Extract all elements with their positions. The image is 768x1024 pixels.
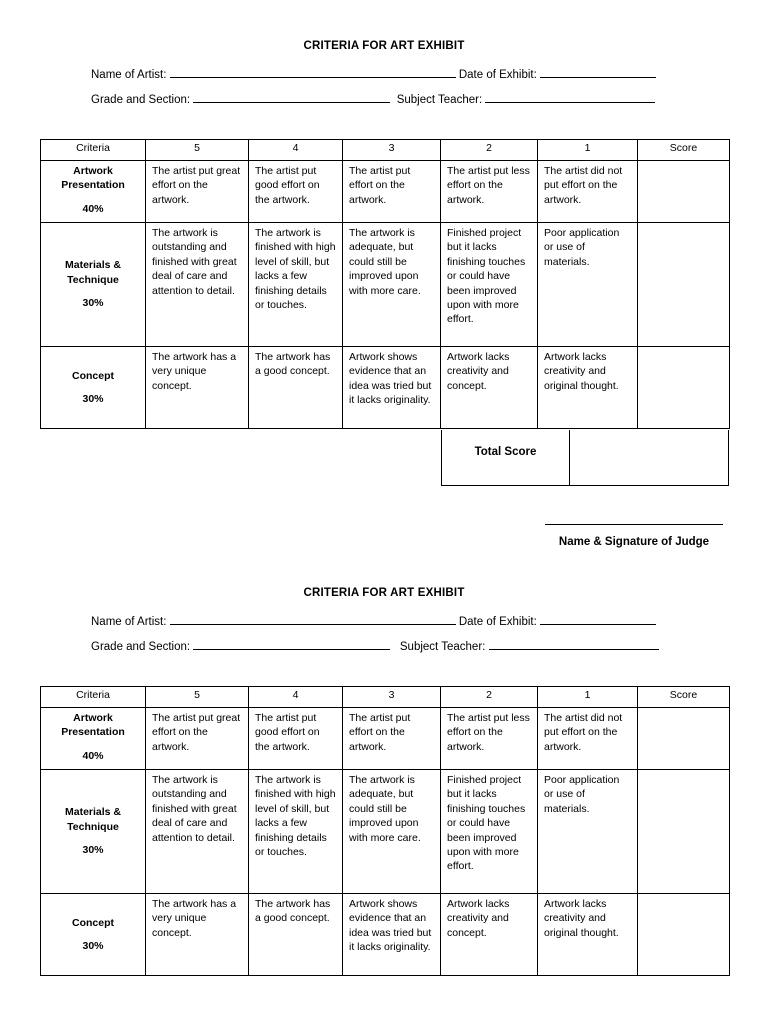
header-score-3: 3 — [343, 140, 441, 161]
rubric-cell: The artwork has a very unique concept. — [146, 894, 249, 976]
score-cell[interactable] — [638, 708, 730, 770]
rubric-cell: Artwork shows evidence that an idea was tried but it lacks originality. — [343, 347, 441, 429]
rubric-cell: The artist put effort on the artwork. — [343, 161, 441, 223]
criterion-weight: 30% — [82, 393, 104, 405]
table-header-row — [41, 140, 730, 161]
criterion-weight: 30% — [82, 844, 104, 857]
rubric-cell: The artwork is adequate, but could still be improved upon with more care. — [343, 223, 441, 347]
date-of-exhibit-label: Date of Exhibit: — [458, 69, 537, 81]
rubric-cell: The artist put great effort on the artwork. — [146, 708, 249, 770]
criterion-name: Artwork — [73, 165, 113, 177]
criterion-name: Concept — [72, 916, 114, 929]
table-row — [41, 708, 730, 770]
grade-and-section-field[interactable] — [193, 638, 390, 650]
header-score-5: 5 — [146, 140, 249, 161]
header-score-1: 1 — [538, 687, 638, 708]
score-cell[interactable] — [638, 223, 730, 347]
rubric-cell: The artist put great effort on the artwork. — [146, 161, 249, 223]
subject-teacher-label: Subject Teacher: — [399, 641, 486, 653]
header-score: Score — [638, 687, 730, 708]
subject-teacher-field[interactable] — [489, 638, 659, 650]
rubric-cell: The artwork is finished with high level of skill, but lacks a few finishing details or touches. — [249, 223, 343, 347]
score-cell[interactable] — [638, 347, 730, 429]
rubric-cell: The artist put less effort on the artwork. — [441, 161, 538, 223]
header-score: Score — [638, 140, 730, 161]
header-score-4: 4 — [249, 687, 343, 708]
subject-teacher-field[interactable] — [485, 91, 655, 103]
criterion-name: Concept — [72, 369, 114, 382]
rubric-cell: The artist did not put effort on the artwork. — [538, 708, 638, 770]
criterion-name: Artwork — [73, 712, 113, 724]
criterion-name: Technique — [67, 820, 119, 833]
artist-date-line — [91, 613, 656, 628]
grade-teacher-line — [91, 91, 655, 106]
rubric-cell: The artwork is finished with high level of skill, but lacks a few finishing details or touches. — [249, 770, 343, 894]
table-row — [41, 223, 730, 347]
rubric-cell: The artwork has a good concept. — [249, 894, 343, 976]
header-criteria: Criteria — [41, 687, 146, 708]
table-row — [41, 161, 730, 223]
score-cell[interactable] — [638, 770, 730, 894]
judge-signature-line[interactable] — [545, 524, 723, 525]
header-score-1: 1 — [538, 140, 638, 161]
rubric-cell: Poor application or use of materials. — [538, 223, 638, 347]
rubric-cell: The artist did not put effort on the artwork. — [538, 161, 638, 223]
criterion-name: Technique — [67, 273, 119, 286]
criterion-weight: 40% — [82, 749, 104, 762]
rubric-cell: The artwork has a very unique concept. — [146, 347, 249, 429]
name-of-artist-label: Name of Artist: — [91, 69, 167, 81]
criterion-name: Materials & — [64, 259, 122, 272]
criterion-weight: 30% — [82, 297, 104, 310]
rubric-cell: Finished project but it lacks finishing touches or could have been improved upon with more effort. — [441, 223, 538, 347]
rubric-cell: Artwork lacks creativity and concept. — [441, 347, 538, 429]
criterion-cell — [41, 894, 146, 976]
criterion-name: Presentation — [61, 726, 125, 739]
rubric-cell: Artwork lacks creativity and concept. — [441, 894, 538, 976]
criterion-cell — [41, 161, 146, 223]
score-cell[interactable] — [638, 161, 730, 223]
rubric-cell: The artist put effort on the artwork. — [343, 708, 441, 770]
date-of-exhibit-label: Date of Exhibit: — [458, 616, 537, 628]
total-score-label: Total Score — [474, 446, 537, 458]
rubric-cell: Artwork lacks creativity and original thought. — [538, 347, 638, 429]
rubric-cell: The artwork is adequate, but could still be improved upon with more care. — [343, 770, 441, 894]
criterion-name: Presentation — [61, 179, 125, 192]
judge-signature-label: Name & Signature of Judge — [558, 536, 710, 548]
header-score-2: 2 — [441, 687, 538, 708]
header-score-5: 5 — [146, 687, 249, 708]
rubric-cell: Artwork lacks creativity and original thought. — [538, 894, 638, 976]
rubric-cell: The artist put good effort on the artwork. — [249, 161, 343, 223]
artist-date-line — [91, 66, 656, 81]
header-score-4: 4 — [249, 140, 343, 161]
rubric-cell: The artwork is outstanding and finished with great deal of care and attention to detail. — [146, 223, 249, 347]
criterion-cell — [41, 770, 146, 894]
rubric-cell: Finished project but it lacks finishing touches or could have been improved upon with more effort. — [441, 770, 538, 894]
grade-and-section-label: Grade and Section: — [91, 94, 191, 106]
rubric-table — [40, 686, 730, 976]
subject-teacher-label: Subject Teacher: — [396, 94, 483, 106]
name-of-artist-field[interactable] — [170, 66, 456, 78]
table-header-row — [41, 687, 730, 708]
header-score-2: 2 — [441, 140, 538, 161]
name-of-artist-label: Name of Artist: — [91, 616, 167, 628]
table-row — [41, 894, 730, 976]
score-cell[interactable] — [638, 894, 730, 976]
date-of-exhibit-field[interactable] — [540, 66, 656, 78]
date-of-exhibit-field[interactable] — [540, 613, 656, 625]
grade-teacher-line — [91, 638, 659, 653]
rubric-cell: Artwork shows evidence that an idea was tried but it lacks originality. — [343, 894, 441, 976]
grade-and-section-label: Grade and Section: — [91, 641, 191, 653]
total-score-box — [441, 430, 729, 486]
name-of-artist-field[interactable] — [170, 613, 456, 625]
criterion-name: Materials & — [64, 806, 122, 819]
rubric-cell: The artist put good effort on the artwork. — [249, 708, 343, 770]
page-title: CRITERIA FOR ART EXHIBIT — [303, 40, 465, 52]
criterion-cell — [41, 223, 146, 347]
rubric-table — [40, 139, 730, 429]
criterion-weight: 40% — [82, 202, 104, 215]
rubric-cell: The artwork has a good concept. — [249, 347, 343, 429]
table-row — [41, 347, 730, 429]
table-row — [41, 770, 730, 894]
criterion-cell — [41, 708, 146, 770]
header-criteria: Criteria — [41, 140, 146, 161]
rubric-cell: The artwork is outstanding and finished with great deal of care and attention to detail. — [146, 770, 249, 894]
total-score-divider — [569, 430, 570, 485]
rubric-cell: The artist put less effort on the artwork. — [441, 708, 538, 770]
criterion-weight: 30% — [82, 940, 104, 952]
rubric-cell: Poor application or use of materials. — [538, 770, 638, 894]
header-score-3: 3 — [343, 687, 441, 708]
grade-and-section-field[interactable] — [193, 91, 390, 103]
criterion-cell — [41, 347, 146, 429]
page-title: CRITERIA FOR ART EXHIBIT — [303, 587, 465, 599]
